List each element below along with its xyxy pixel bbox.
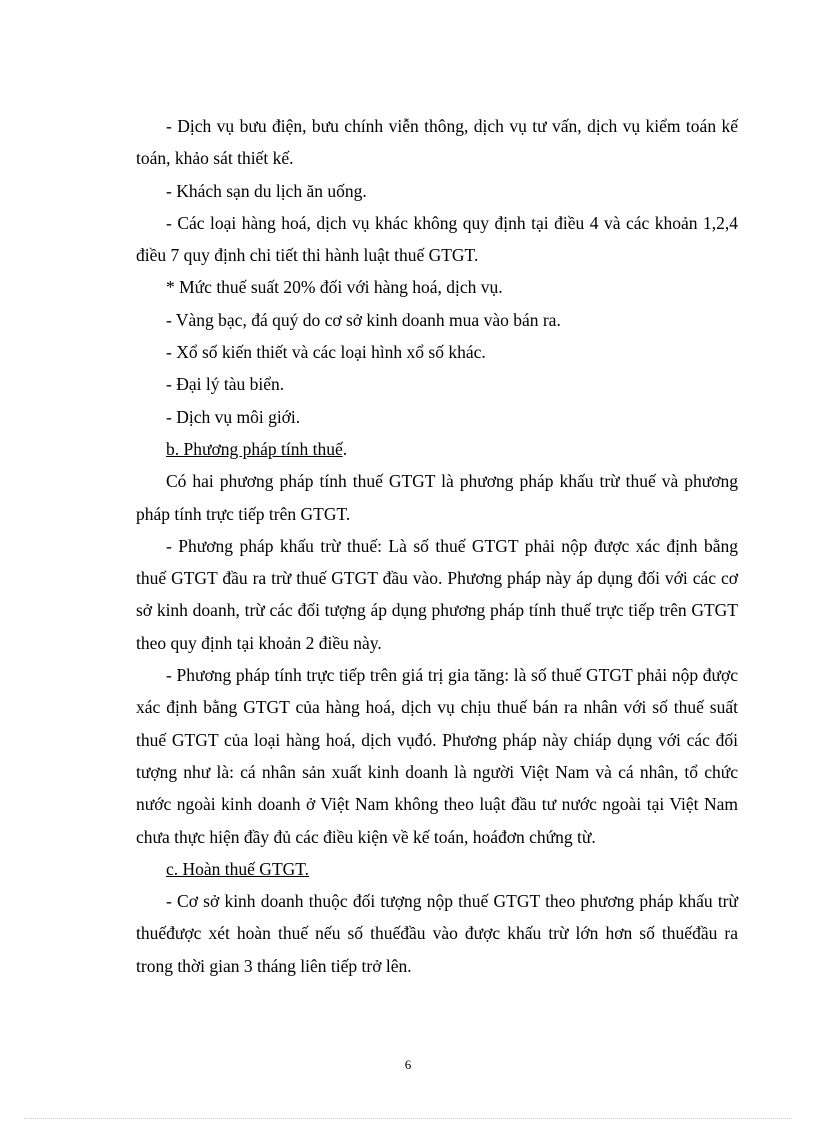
section-heading-b-text: b. Phương pháp tính thuế [166, 438, 343, 459]
document-body [136, 110, 738, 982]
paragraph-3: - Các loại hàng hoá, dịch vụ khác không quy định tại điều 4 và các khoản 1,2,4 điều 7 quy định chi tiết thi hành luật thuế GTGT. [136, 212, 738, 266]
section-heading-c [136, 853, 738, 885]
paragraph-5: - Vàng bạc, đá quý do cơ sở kinh doanh mua vào bán ra. [166, 309, 561, 330]
section-heading-b [136, 433, 738, 465]
paragraph-4: * Mức thuế suất 20% đối với hàng hoá, dịch vụ. [166, 277, 503, 298]
page-number: 6 [404, 1057, 412, 1072]
paragraph-1: - Dịch vụ bưu điện, bưu chính viễn thông, dịch vụ tư vấn, dịch vụ kiểm toán kế toán, khảo sát thiết kế. [136, 116, 738, 169]
footer-divider [24, 1118, 792, 1119]
paragraph-8: - Dịch vụ môi giới. [166, 406, 301, 427]
paragraph-10: - Phương pháp khấu trừ thuế: Là số thuế GTGT phải nộp được xác định bằng thuế GTGT đầu ra trừ thuế GTGT đầu vào. Phương pháp này áp dụng đối với các cơ sở kinh doanh, trừ các đối tượng áp dụng phương pháp tính thuế trực tiếp trên GTGT theo quy định tại khoản 2 điều này. [136, 535, 738, 653]
paragraph-9: Có hai phương pháp tính thuế GTGT là phương pháp khấu trừ thuế và phương pháp tính trực tiếp trên GTGT. [136, 471, 738, 524]
paragraph-6: - Xổ số kiến thiết và các loại hình xổ số khác. [166, 342, 486, 363]
paragraph-11: - Phương pháp tính trực tiếp trên giá trị gia tăng: là số thuế GTGT phải nộp được xác định bằng GTGT của hàng hoá, dịch vụ chịu thuế bán ra nhân với số thuế suất thuế GTGT của loại hàng hoá, dịch vụđó. Phương pháp này chiáp dụng với các đối tượng như là: cá nhân sản xuất kinh doanh là người Việt Nam và cá nhân, tổ chức nước ngoài kinh doanh ở Việt Nam không theo luật đầu tư nước ngoài tại Việt Nam chưa thực hiện đầy đủ các điều kiện về kế toán, hoáđơn chứng từ. [136, 665, 738, 847]
paragraph-12: - Cơ sở kinh doanh thuộc đối tượng nộp thuế GTGT theo phương pháp khấu trừ thuếđược xét hoàn thuế nếu số thuếđầu vào được khấu trừ lớn hơn số thuếđầu ra trong thời gian 3 tháng liên tiếp trở lên. [136, 891, 738, 976]
section-heading-b-suffix: . [342, 438, 348, 459]
paragraph-2: - Khách sạn du lịch ăn uống. [166, 180, 367, 201]
paragraph-7: - Đại lý tàu biển. [166, 374, 285, 395]
section-heading-c-text: c. Hoàn thuế GTGT. [166, 858, 310, 879]
